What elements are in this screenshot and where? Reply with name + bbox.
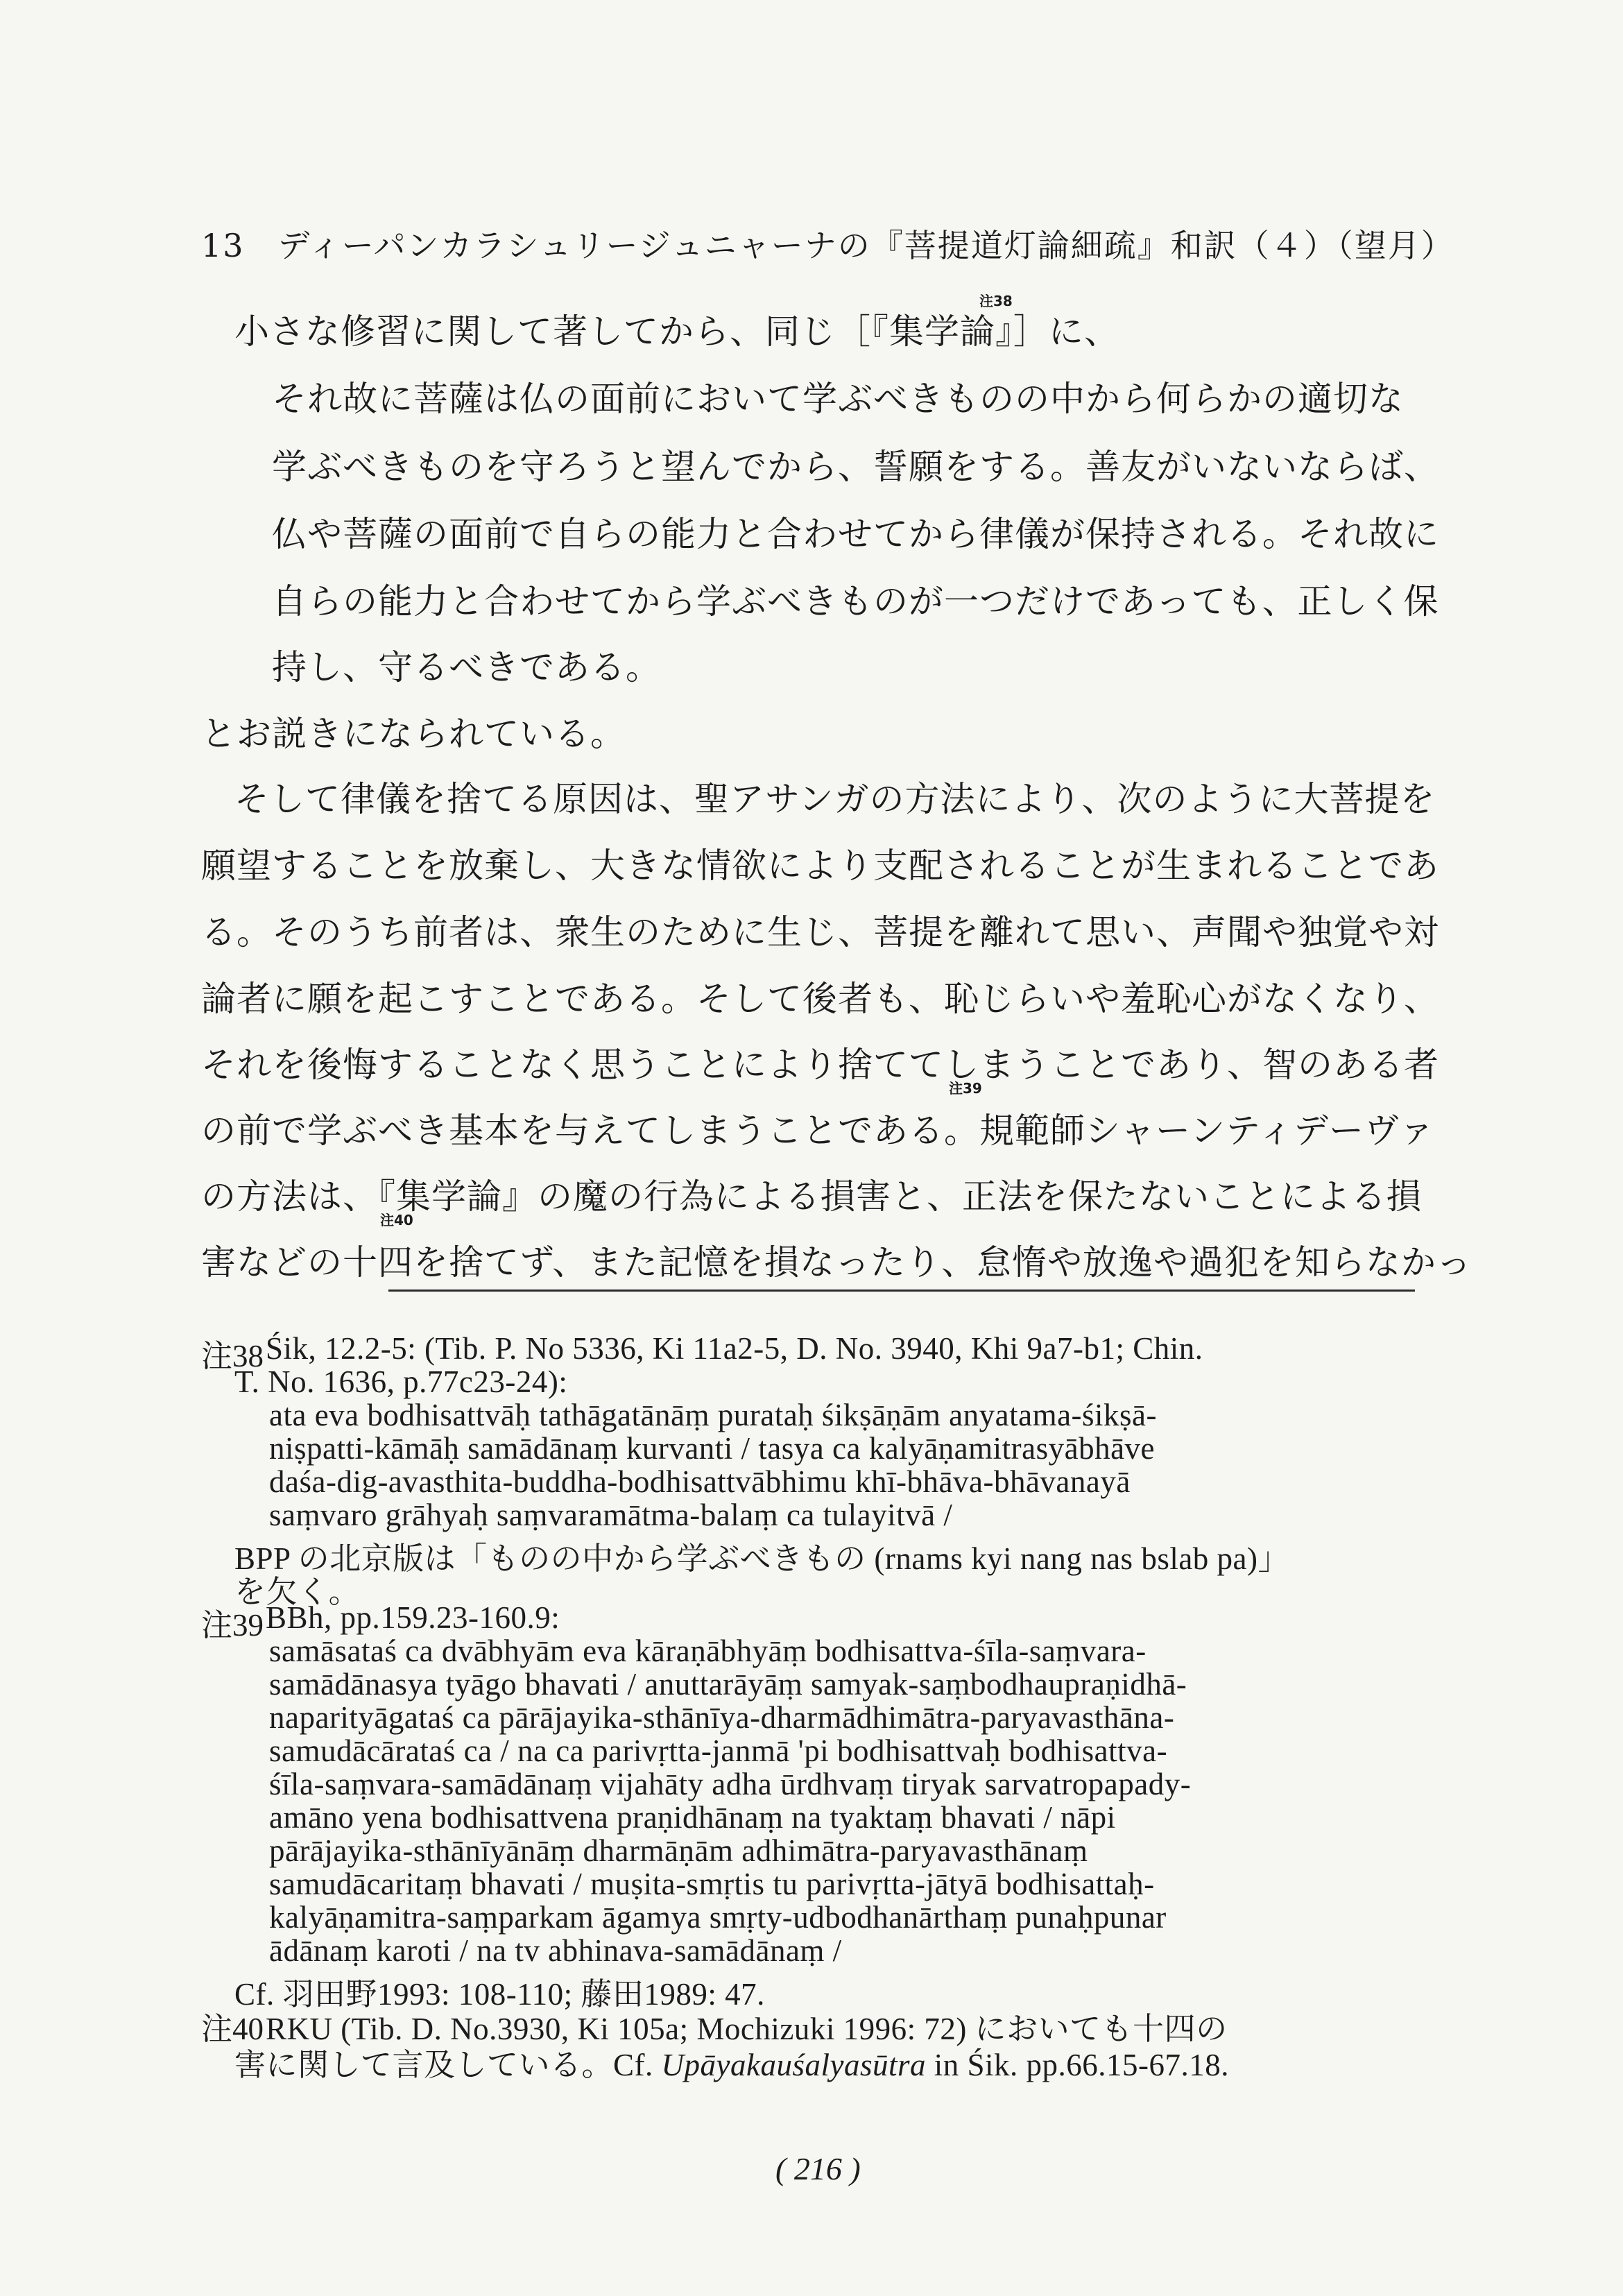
body-paragraph-line: る。そのうち前者は、衆生のために生じ、菩提を離れて思い、声聞や独覚や対 — [201, 912, 1439, 952]
footnote-line: を欠く。 — [234, 1575, 361, 1609]
footnote-line: samudācaritaṃ bhavati / muṣita-smṛtis tu parivṛtta-jātyā bodhisattaḥ- — [269, 1867, 1155, 1901]
footnote-line: daśa-dig-avasthita-buddha-bodhisattvābhimu khī-bhāva-bhāvanayā — [269, 1464, 1131, 1499]
footnote-line: BBh, pp.159.23-160.9: — [266, 1600, 560, 1635]
footnote-label: 注38 — [201, 1339, 264, 1373]
body-paragraph-line: そして律儀を捨てる原因は、聖アサンガの方法により、次のように大菩提を — [234, 779, 1436, 819]
footnote-line: T. No. 1636, p.77c23-24): — [234, 1364, 568, 1399]
footnote-title: Upāyakauśalyasūtra — [661, 2048, 926, 2082]
footnote-text: 害に関して言及している。Cf. — [234, 2048, 662, 2082]
footnote-line: samāsataś ca dvābhyām eva kāraṇābhyāṃ bodhisattva-śīla-saṃvara- — [269, 1634, 1147, 1668]
footnote-line: naparityāgataś ca pārājayika-sthānīya-dharmādhimātra-paryavasthāna- — [269, 1700, 1175, 1735]
body-paragraph-line: 願望することを放棄し、大きな情欲により支配されることが生まれることであ — [201, 846, 1439, 886]
quote-line: 自らの能力と合わせてから学ぶべきものが一つだけであっても、正しく保 — [272, 581, 1439, 622]
page-number: ( 216 ) — [775, 2151, 861, 2186]
body-paragraph-line: 論者に願を起こすことである。そして後者も、恥じらいや羞恥心がなくなり、 — [201, 979, 1439, 1019]
footnote-line: saṃvaro grāhyaḥ saṃvaramātma-balaṃ ca tulayitvā / — [269, 1498, 953, 1532]
footnote-divider — [388, 1290, 1415, 1292]
body-paragraph-line: それを後悔することなく思うことにより捨ててしまうことであり、智のある者 — [201, 1045, 1439, 1085]
noteref-39: 注39 — [949, 1080, 982, 1097]
footnote-line: pārājayika-sthānīyānāṃ dharmāṇām adhimātra-paryavasthānaṃ — [269, 1833, 1088, 1868]
footnote-line: ata eva bodhisattvāḥ tathāgatānāṃ purataḥ śikṣāṇām anyatama-śikṣā- — [269, 1398, 1158, 1432]
footnote-line: niṣpatti-kāmāḥ samādānaṃ kurvanti / tasya ca kalyāṇamitrasyābhāve — [269, 1431, 1156, 1466]
footnote-line: BPP の北京版は「ものの中から学ぶべきもの (rnams kyi nang nas bslab pa)」 — [234, 1541, 1290, 1576]
quote-line: 持し、守るべきである。 — [272, 647, 661, 687]
body-paragraph-line: 害などの十四を捨てず、また記憶を損なったり、怠惰や放逸や過犯を知らなかっ — [201, 1242, 1472, 1283]
footnote-line: Cf. 羽田野1993: 108-110; 藤田1989: 47. — [234, 1977, 765, 2012]
footnote-line: śīla-saṃvara-samādānaṃ vijahāty adha ūrdhvaṃ tiryak sarvatropapady- — [269, 1767, 1192, 1801]
noteref-38: 注38 — [979, 293, 1013, 309]
body-paragraph-line: の方法は、『集学論』の魔の行為による損害と、正法を保たないことによる損 — [201, 1176, 1422, 1217]
body-paragraph-line: の前で学ぶべき基本を与えてしまうことである。規範師シャーンティデーヴァ — [201, 1111, 1435, 1151]
footnote-line: samādānasya tyāgo bhavati / anuttarāyāṃ samyak-saṃbodhaupraṇidhā- — [269, 1667, 1187, 1702]
body-intro: 小さな修習に関して著してから、同じ［『集学論』］に、 — [234, 311, 1119, 352]
footnote-line: samudācārataś ca / na ca parivṛtta-janmā 'pi bodhisattvaḥ bodhisattva- — [269, 1733, 1168, 1768]
footnote-line: kalyāṇamitra-saṃparkam āgamya smṛty-udbodhanārthaṃ punaḥpunar — [269, 1900, 1167, 1935]
running-header: 13 ディーパンカラシュリージュニャーナの『菩提道灯論細疏』和訳（４）（望月） — [201, 227, 1454, 264]
footnote-text: in Śik. pp.66.15-67.18. — [925, 2048, 1230, 2082]
footnote-line: RKU (Tib. D. No.3930, Ki 105a; Mochizuki 1996: 72) においても十四の — [266, 2012, 1228, 2046]
footnote-line — [234, 2039, 1229, 2084]
body-after-quote: とお説きになられている。 — [201, 714, 626, 754]
footnote-line: Śik, 12.2-5: (Tib. P. No 5336, Ki 11a2-5, D. No. 3940, Khi 9a7-b1; Chin. — [266, 1331, 1203, 1366]
noteref-40: 注40 — [380, 1212, 413, 1228]
footnote-line: ādānaṃ karoti / na tv abhinava-samādānaṃ / — [269, 1933, 842, 1968]
quote-line: それ故に菩薩は仏の面前において学ぶべきものの中から何らかの適切な — [272, 379, 1404, 419]
quote-line: 学ぶべきものを守ろうと望んでから、誓願をする。善友がいないならば、 — [272, 447, 1439, 487]
quote-line: 仏や菩薩の面前で自らの能力と合わせてから律儀が保持される。それ故に — [272, 514, 1439, 554]
footnote-label: 注40 — [201, 2012, 264, 2046]
footnote-line: amāno yena bodhisattvena praṇidhānaṃ na tyaktaṃ bhavati / nāpi — [269, 1800, 1116, 1835]
footnote-label: 注39 — [201, 1608, 264, 1643]
